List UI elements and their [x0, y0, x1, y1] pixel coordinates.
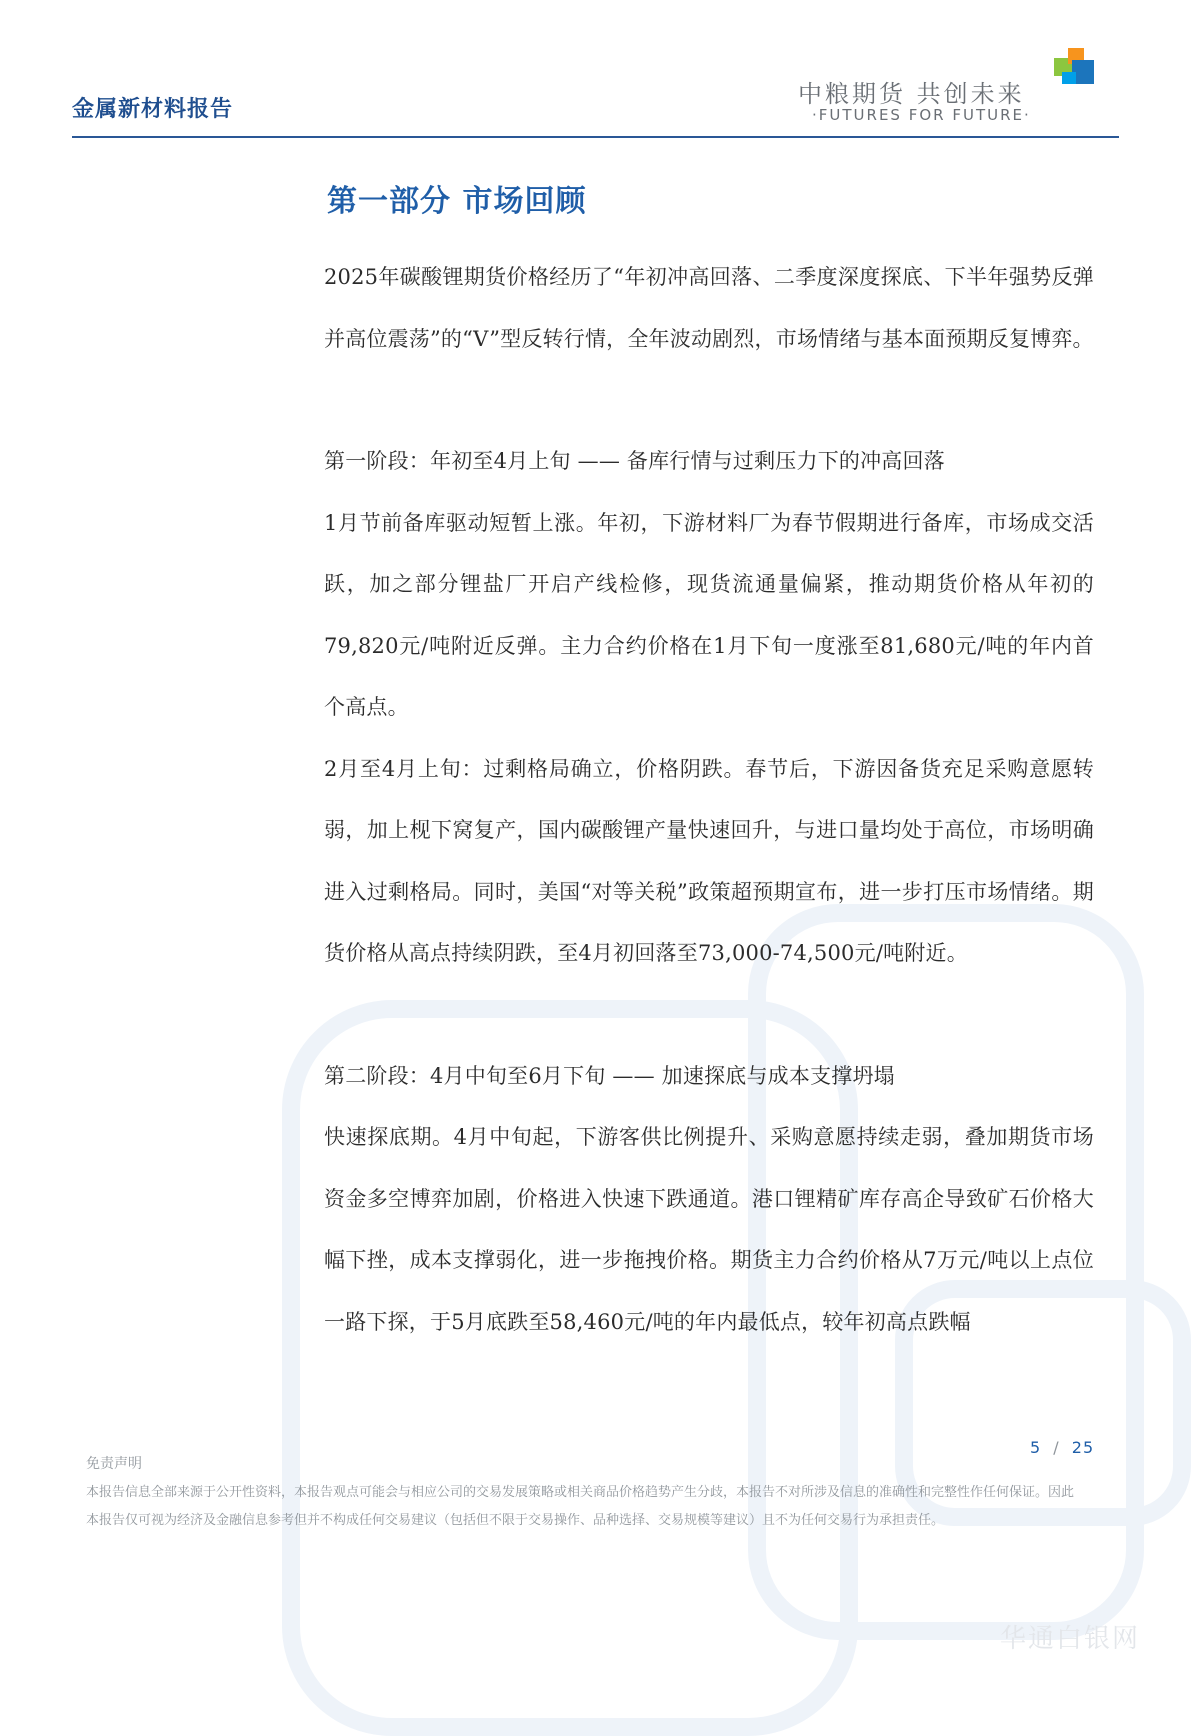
body-paragraph: 2月至4月上旬：过剩格局确立，价格阴跌。春节后，下游因备货充足采购意愿转弱，加上枧下窝复产，国内碳酸锂产量快速回升，与进口量均处于高位，市场明确进入过剩格局。同时，美国“对等关税”政策超预期宣布，进一步打压市场情绪。期货价格从高点持续阴跌，至4月初回落至73,000-74,500元/吨附近。: [324, 756, 1094, 965]
logo-english-text: ·FUTURES FOR FUTURE·: [812, 106, 1031, 124]
company-logo: [798, 48, 1098, 128]
report-title: 金属新材料报告: [72, 96, 234, 122]
body-paragraph: 快速探底期。4月中旬起，下游客供比例提升、采购意愿持续走弱，叠加期货市场资金多空博弈加剧，价格进入快速下跌通道。港口锂精矿库存高企导致矿石价格大幅下挫，成本支撑弱化，进一步拖拽价格。期货主力合约价格从7万元/吨以上点位一路下探，于5月底跌至58,460元/吨的年内最低点，较年初高点跌幅: [324, 1125, 1094, 1334]
site-watermark: 华通白银网: [1000, 1624, 1141, 1654]
intro-paragraph: 2025年碳酸锂期货价格经历了“年初冲高回落、二季度深度探底、下半年强势反弹并高位震荡”的“V”型反转行情，全年波动剧烈，市场情绪与基本面预期反复博弈。: [324, 265, 1094, 351]
total-pages: 25: [1071, 1438, 1095, 1457]
disclaimer-text: 本报告信息全部来源于公开性资料，本报告观点可能会与相应公司的交易发展策略或相关商品价格趋势产生分歧，本报告不对所涉及信息的准确性和完整性作任何保证。因此本报告仅可视为经济及金融信息参考但并不构成任何交易建议（包括但不限于交易操作、品种选择、交易规模等建议）且不为任何交易行为承担责任。: [86, 1485, 1075, 1528]
disclaimer-title: 免责声明: [86, 1456, 142, 1472]
logo-mark-icon: [1054, 48, 1096, 88]
page-separator: /: [1053, 1438, 1060, 1457]
current-page: 5: [1030, 1438, 1042, 1457]
logo-chinese-text: 中粮期货 共创未来: [798, 80, 1025, 108]
body-paragraph: 1月节前备库驱动短暂上涨。年初，下游材料厂为春节假期进行备库，市场成交活跃，加之部分锂盐厂开启产线检修，现货流通量偏紧，推动期货价格从年初的79,820元/吨附近反弹。主力合约价格在1月下旬一度涨至81,680元/吨的年内首个高点。: [324, 510, 1094, 719]
section-title: 第一部分 市场回顾: [327, 184, 587, 219]
stage-two-heading: 第二阶段：4月中旬至6月下旬 —— 加速探底与成本支撑坍塌: [324, 1063, 895, 1088]
page-number: [1030, 1438, 1094, 1457]
stage-one-heading: 第一阶段：年初至4月上旬 —— 备库行情与过剩压力下的冲高回落: [324, 449, 945, 473]
report-body: [324, 247, 1094, 1353]
header-divider: [72, 136, 1119, 138]
